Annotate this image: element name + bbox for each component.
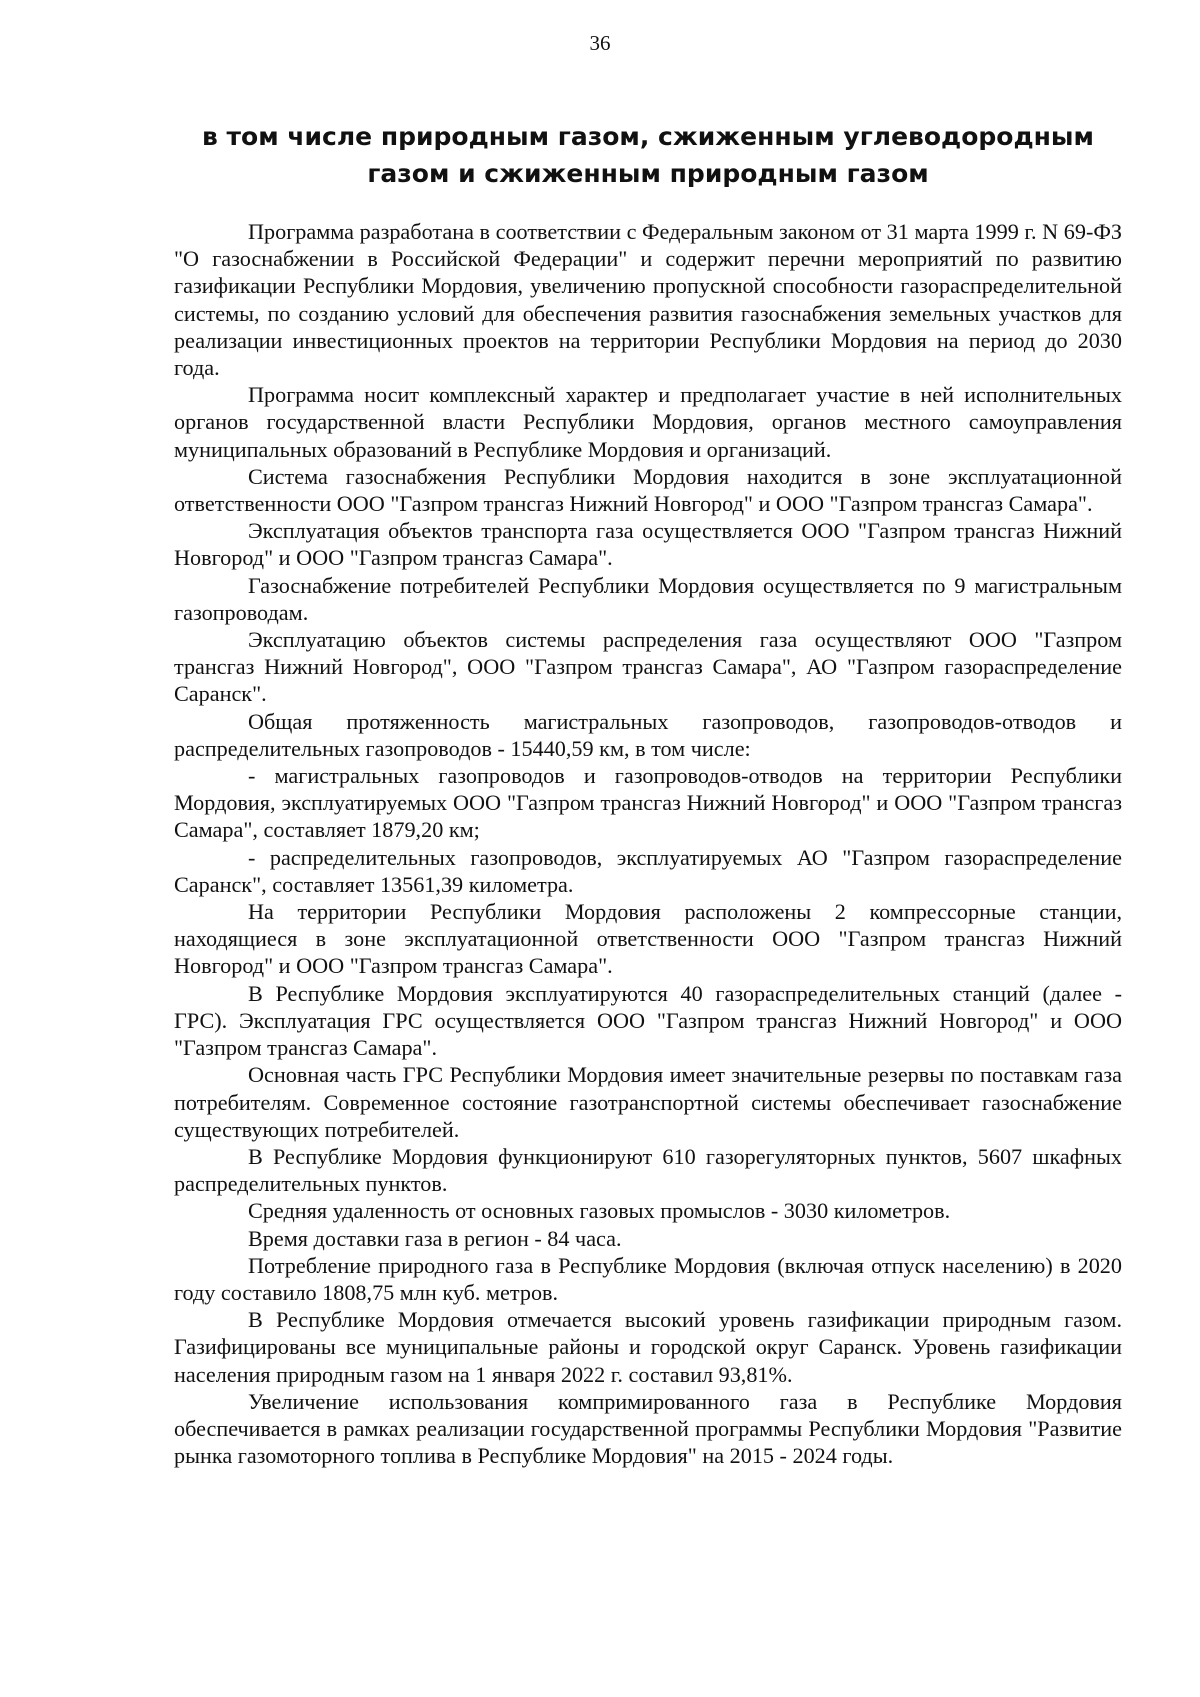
paragraph: Программа разработана в соответствии с Федеральным законом от 31 марта 1999 г. N 69-ФЗ "О газоснабжении в Российской Федерации" и содержит перечни мероприятий по развитию газификации Республики Мордовия, увеличению пропускной способности газораспределительной системы, по созданию условий для обеспечения развития газоснабжения земельных участков для реализации инвестиционных проектов на территории Республики Мордовия на период до 2030 года.	[174, 219, 1122, 381]
paragraph: Увеличение использования компримированного газа в Республике Мордовия обеспечивается в рамках реализации государственной программы Республики Мордовия "Развитие рынка газомоторного топлива в Республике Мордовия" на 2015 - 2024 годы.	[174, 1388, 1122, 1469]
paragraph: Средняя удаленность от основных газовых промыслов - 3030 километров.	[248, 1198, 951, 1224]
paragraph: Эксплуатацию объектов системы распределения газа осуществляют ООО "Газпром трансгаз Нижний Новгород", ООО "Газпром трансгаз Самара", АО "Газпром газораспределение Саранск".	[174, 627, 1122, 707]
paragraph: Основная часть ГРС Республики Мордовия имеет значительные резервы по поставкам газа потребителям. Современное состояние газотранспортной системы обеспечивает газоснабжение существующих потребителей.	[174, 1062, 1122, 1142]
paragraph: Программа носит комплексный характер и предполагает участие в ней исполнительных органов государственной власти Республики Мордовия, органов местного самоуправления муниципальных образований в Республике Мордовия и организаций.	[174, 382, 1122, 462]
page-number: 36	[589, 31, 611, 55]
paragraph: Газоснабжение потребителей Республики Мордовия осуществляется по 9 магистральным газопроводам.	[174, 572, 1122, 625]
paragraph: Эксплуатация объектов транспорта газа осуществляется ООО "Газпром трансгаз Нижний Новгород" и ООО "Газпром трансгаз Самара".	[174, 518, 1122, 571]
document-body	[174, 218, 1122, 1469]
paragraph: Время доставки газа в регион - 84 часа.	[248, 1225, 622, 1251]
list-item: - распределительных газопроводов, эксплуатируемых АО "Газпром газораспределение Саранск", составляет 13561,39 километра.	[174, 844, 1122, 897]
paragraph: Потребление природного газа в Республике Мордовия (включая отпуск населению) в 2020 году составило 1808,75 млн куб. метров.	[174, 1252, 1122, 1305]
paragraph: Система газоснабжения Республики Мордовия находится в зоне эксплуатационной ответственности ООО "Газпром трансгаз Нижний Новгород" и ООО "Газпром трансгаз Самара".	[174, 463, 1122, 517]
paragraph: Общая протяженность магистральных газопроводов, газопроводов-отводов и распределительных газопроводов - 15440,59 км, в том числе:	[174, 708, 1122, 761]
list-item: - магистральных газопроводов и газопроводов-отводов на территории Республики Мордовия, эксплуатируемых ООО "Газпром трансгаз Нижний Новгород" и ООО "Газпром трансгаз Самара", составляет 1879,20 км;	[174, 763, 1122, 843]
paragraph: В Республике Мордовия эксплуатируются 40 газораспределительных станций (далее - ГРС). Эксплуатация ГРС осуществляется ООО "Газпром трансгаз Нижний Новгород" и ООО "Газпром трансгаз Самара".	[174, 980, 1122, 1061]
paragraph: На территории Республики Мордовия расположены 2 компрессорные станции, находящиеся в зоне эксплуатационной ответственности ООО "Газпром трансгаз Нижний Новгород" и ООО "Газпром трансгаз Самара".	[174, 899, 1122, 979]
section-heading: в том числе природным газом, сжиженным углеводородным газом и сжиженным природным газом	[202, 122, 1094, 188]
paragraph: В Республике Мордовия отмечается высокий уровень газификации природным газом. Газифицированы все муниципальные районы и городской округ Саранск. Уровень газификации населения природным газом на 1 января 2022 г. составил 93,81%.	[174, 1307, 1122, 1387]
paragraph: В Республике Мордовия функционируют 610 газорегуляторных пунктов, 5607 шкафных распределительных пунктов.	[174, 1143, 1122, 1197]
